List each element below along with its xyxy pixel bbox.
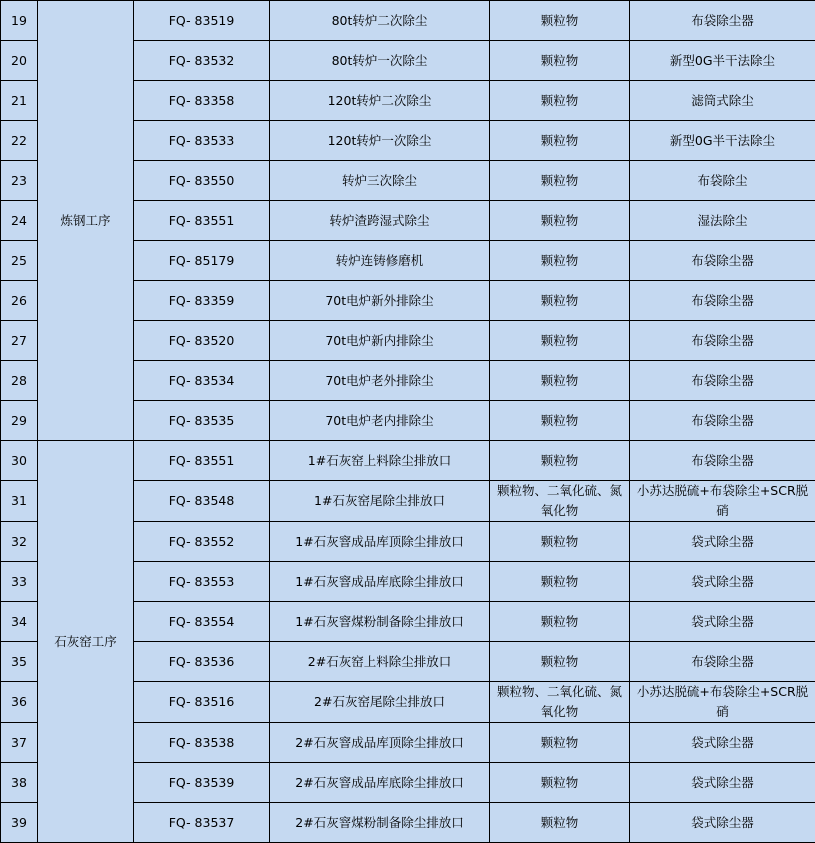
row-number-cell: 22 (1, 121, 38, 161)
control-measure-cell: 袋式除尘器 (630, 723, 815, 763)
row-number-cell: 21 (1, 81, 38, 121)
pollutant-cell: 颗粒物 (490, 763, 630, 803)
control-measure-cell: 袋式除尘器 (630, 803, 815, 843)
control-measure-cell: 小苏达脱硫+布袋除尘+SCR脱硝 (630, 682, 815, 723)
control-measure-cell: 袋式除尘器 (630, 602, 815, 642)
row-number-cell: 25 (1, 241, 38, 281)
row-number-cell: 36 (1, 682, 38, 723)
emission-source-cell: 80t转炉二次除尘 (270, 1, 490, 41)
row-number-cell: 24 (1, 201, 38, 241)
control-measure-cell: 布袋除尘器 (630, 401, 815, 441)
outlet-code-cell: FQ- 83532 (134, 41, 270, 81)
row-number-cell: 33 (1, 562, 38, 602)
control-measure-cell: 布袋除尘器 (630, 441, 815, 481)
control-measure-cell: 布袋除尘 (630, 161, 815, 201)
emission-source-cell: 1#石灰窨煤粉制备除尘排放口 (270, 602, 490, 642)
row-number-cell: 23 (1, 161, 38, 201)
outlet-code-cell: FQ- 83551 (134, 201, 270, 241)
pollutant-cell: 颗粒物 (490, 161, 630, 201)
control-measure-cell: 小苏达脱硫+布袋除尘+SCR脱硝 (630, 481, 815, 522)
outlet-code-cell: FQ- 83537 (134, 803, 270, 843)
control-measure-cell: 布袋除尘器 (630, 642, 815, 682)
emission-source-cell: 70t电炉老外排除尘 (270, 361, 490, 401)
outlet-code-cell: FQ- 83519 (134, 1, 270, 41)
control-measure-cell: 布袋除尘器 (630, 321, 815, 361)
row-number-cell: 35 (1, 642, 38, 682)
outlet-code-cell: FQ- 83539 (134, 763, 270, 803)
row-number-cell: 26 (1, 281, 38, 321)
emission-source-cell: 120t转炉二次除尘 (270, 81, 490, 121)
pollutant-cell: 颗粒物、二氧化硫、氮氧化物 (490, 481, 630, 522)
pollutant-cell: 颗粒物 (490, 361, 630, 401)
row-number-cell: 28 (1, 361, 38, 401)
emission-source-cell: 转炉三次除尘 (270, 161, 490, 201)
outlet-code-cell: FQ- 83554 (134, 602, 270, 642)
table-body (1, 1, 815, 843)
pollutant-cell: 颗粒物 (490, 602, 630, 642)
row-number-cell: 19 (1, 1, 38, 41)
pollutant-cell: 颗粒物 (490, 803, 630, 843)
pollutant-cell: 颗粒物、二氧化硫、氮氧化物 (490, 682, 630, 723)
row-number-cell: 32 (1, 522, 38, 562)
control-measure-cell: 滤筒式除尘 (630, 81, 815, 121)
pollutant-cell: 颗粒物 (490, 1, 630, 41)
outlet-code-cell: FQ- 83553 (134, 562, 270, 602)
emission-source-cell: 1#石灰窨成品库顶除尘排放口 (270, 522, 490, 562)
pollutant-cell: 颗粒物 (490, 41, 630, 81)
outlet-code-cell: FQ- 83552 (134, 522, 270, 562)
row-number-cell: 38 (1, 763, 38, 803)
pollutant-cell: 颗粒物 (490, 201, 630, 241)
emission-source-cell: 2#石灰窨成品库顶除尘排放口 (270, 723, 490, 763)
emission-source-cell: 2#石灰窑尾除尘排放口 (270, 682, 490, 723)
emission-source-cell: 2#石灰窨成品库底除尘排放口 (270, 763, 490, 803)
process-group-cell: 石灰窑工序 (38, 441, 134, 843)
emission-source-cell: 1#石灰窑尾除尘排放口 (270, 481, 490, 522)
emission-source-cell: 80t转炉一次除尘 (270, 41, 490, 81)
emission-source-cell: 转炉连铸修磨机 (270, 241, 490, 281)
outlet-code-cell: FQ- 83550 (134, 161, 270, 201)
outlet-code-cell: FQ- 83551 (134, 441, 270, 481)
outlet-code-cell: FQ- 83359 (134, 281, 270, 321)
outlet-code-cell: FQ- 83535 (134, 401, 270, 441)
outlet-code-cell: FQ- 85179 (134, 241, 270, 281)
emission-source-cell: 70t电炉新内排除尘 (270, 321, 490, 361)
emission-source-cell: 120t转炉一次除尘 (270, 121, 490, 161)
pollutant-cell: 颗粒物 (490, 241, 630, 281)
control-measure-cell: 袋式除尘器 (630, 562, 815, 602)
control-measure-cell: 布袋除尘器 (630, 361, 815, 401)
row-number-cell: 37 (1, 723, 38, 763)
control-measure-cell: 布袋除尘器 (630, 281, 815, 321)
control-measure-cell: 新型0G半干法除尘 (630, 41, 815, 81)
emission-source-cell: 转炉渣跨湿式除尘 (270, 201, 490, 241)
outlet-code-cell: FQ- 83536 (134, 642, 270, 682)
control-measure-cell: 袋式除尘器 (630, 522, 815, 562)
outlet-code-cell: FQ- 83548 (134, 481, 270, 522)
outlet-code-cell: FQ- 83534 (134, 361, 270, 401)
emission-source-cell: 1#石灰窨成品库底除尘排放口 (270, 562, 490, 602)
row-number-cell: 31 (1, 481, 38, 522)
outlet-code-cell: FQ- 83516 (134, 682, 270, 723)
emission-source-cell: 2#石灰窨煤粉制备除尘排放口 (270, 803, 490, 843)
row-number-cell: 20 (1, 41, 38, 81)
pollutant-cell: 颗粒物 (490, 121, 630, 161)
table-row (1, 441, 815, 481)
row-number-cell: 30 (1, 441, 38, 481)
pollutant-cell: 颗粒物 (490, 81, 630, 121)
row-number-cell: 34 (1, 602, 38, 642)
pollutant-cell: 颗粒物 (490, 441, 630, 481)
control-measure-cell: 湿法除尘 (630, 201, 815, 241)
process-group-cell: 炼钢工序 (38, 1, 134, 441)
pollutant-cell: 颗粒物 (490, 562, 630, 602)
control-measure-cell: 布袋除尘器 (630, 1, 815, 41)
row-number-cell: 39 (1, 803, 38, 843)
table-row (1, 1, 815, 41)
outlet-code-cell: FQ- 83538 (134, 723, 270, 763)
control-measure-cell: 袋式除尘器 (630, 763, 815, 803)
pollutant-cell: 颗粒物 (490, 723, 630, 763)
pollutant-cell: 颗粒物 (490, 642, 630, 682)
control-measure-cell: 布袋除尘器 (630, 241, 815, 281)
emission-source-cell: 70t电炉老内排除尘 (270, 401, 490, 441)
outlet-code-cell: FQ- 83533 (134, 121, 270, 161)
emission-source-cell: 2#石灰窑上料除尘排放口 (270, 642, 490, 682)
emission-source-cell: 70t电炉新外排除尘 (270, 281, 490, 321)
pollutant-cell: 颗粒物 (490, 281, 630, 321)
outlet-code-cell: FQ- 83358 (134, 81, 270, 121)
pollutant-cell: 颗粒物 (490, 401, 630, 441)
outlet-code-cell: FQ- 83520 (134, 321, 270, 361)
row-number-cell: 29 (1, 401, 38, 441)
pollutant-cell: 颗粒物 (490, 321, 630, 361)
pollutant-cell: 颗粒物 (490, 522, 630, 562)
row-number-cell: 27 (1, 321, 38, 361)
emission-source-cell: 1#石灰窑上料除尘排放口 (270, 441, 490, 481)
control-measure-cell: 新型0G半干法除尘 (630, 121, 815, 161)
